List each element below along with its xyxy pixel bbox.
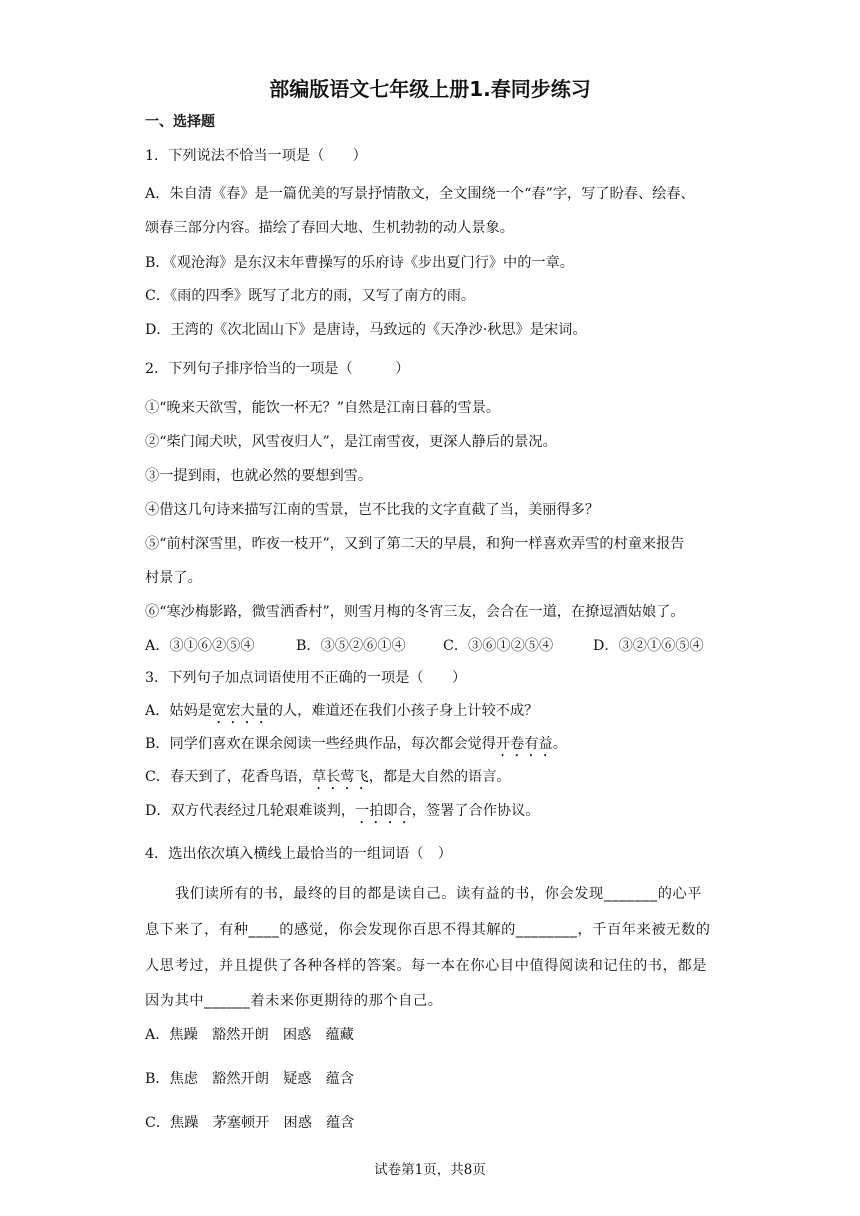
q2-sentence-4: ④借这几句诗来描写江南的雪景，岂不比我的文字直截了当，美丽得多？ xyxy=(145,502,600,518)
q2-sentence-2: ②“柴门闻犬吠，风雪夜归人”，是江南雪夜，更深人静后的景况。 xyxy=(145,434,557,450)
q3-a-prefix: A．姑妈是 xyxy=(145,703,212,719)
q4-option-a: A．焦躁 豁然开朗 困惑 蕴藏 xyxy=(145,1027,354,1043)
page-footer: 试卷第1页，共8页 xyxy=(374,1162,486,1178)
q3-c-prefix: C．春天到了，花香鸟语， xyxy=(145,769,312,785)
q3-d-dotted-word: 一拍即合 xyxy=(355,803,412,819)
q3-c-suffix: ，都是大自然的语言。 xyxy=(368,769,511,785)
q3-b-suffix: 。 xyxy=(552,736,567,752)
q1-option-d: D．王湾的《次北固山下》是唐诗，马致远的《天净沙·秋思》是宋词。 xyxy=(145,322,587,338)
q2-option-d: D．③②①⑥⑤④ xyxy=(593,638,704,654)
q1-option-a-line2: 颂春三部分内容。描绘了春回大地、生机勃勃的动人景象。 xyxy=(145,220,514,236)
q2-stem: 2．下列句子排序恰当的一项是（ ） xyxy=(145,361,410,377)
q3-option-a xyxy=(145,701,538,727)
q4-passage-line3: 人思考过，并且提供了各种各样的答案。每一本在你心目中值得阅读和记住的书，都是 xyxy=(145,958,707,974)
q4-option-c: C．焦躁 茅塞顿开 困惑 蕴含 xyxy=(145,1115,355,1131)
q1-option-b: B．《观沧海》是东汉末年曹操写的乐府诗《步出夏门行》中的一章。 xyxy=(145,255,574,271)
q2-option-a: A．③①⑥②⑤④ xyxy=(145,638,255,654)
q1-option-c: C．《雨的四季》既写了北方的雨，又写了南方的雨。 xyxy=(145,288,476,304)
q3-option-c xyxy=(145,767,511,793)
q3-a-dotted-word: 宽宏大量 xyxy=(212,703,269,719)
q2-sentence-3: ③一提到雨，也就必然的要想到雪。 xyxy=(145,468,373,484)
q4-option-b: B．焦虑 豁然开朗 疑惑 蕴含 xyxy=(145,1071,355,1087)
q2-sentence-1: ①“晚来天欲雪，能饮一杯无？”自然是江南日暮的雪景。 xyxy=(145,400,501,416)
section-heading-choice: 一、选择题 xyxy=(145,114,215,130)
q2-option-c: C．③⑥①②⑤④ xyxy=(443,638,554,654)
q1-option-a-line1: A．朱自清《春》是一篇优美的写景抒情散文，全文围绕一个“春”字，写了盼春、绘春、 xyxy=(145,186,695,202)
q3-stem: 3．下列句子加点词语使用不正确的一项是（ ） xyxy=(145,670,467,686)
q3-a-suffix: 的人，难道还在我们小孩子身上计较不成？ xyxy=(268,703,539,719)
q4-passage-line1: 我们读所有的书，最终的目的都是读自己。读有益的书，你会发现_______的心平 xyxy=(175,886,703,902)
q3-d-prefix: D．双方代表经过几轮艰难谈判， xyxy=(145,803,356,819)
q3-option-d xyxy=(145,801,539,827)
q2-option-b: B．③⑤②⑥①④ xyxy=(296,638,406,654)
q2-sentence-5-line2: 村景了。 xyxy=(145,570,202,586)
q2-sentence-5-line1: ⑤“前村深雪里，昨夜一枝开”，又到了第二天的早晨，和狗一样喜欢弄雪的村童来报告 xyxy=(145,536,685,552)
q3-b-prefix: B．同学们喜欢在课余阅读一些经典作品，每次都会觉得 xyxy=(145,736,496,752)
q1-stem: 1．下列说法不恰当一项是（ ） xyxy=(145,148,367,164)
q3-option-b xyxy=(145,734,567,760)
q2-sentence-6: ⑥“寒沙梅影路，微雪洒香村”，则雪月梅的冬宵三友，会合在一道，在撩逗酒姑娘了。 xyxy=(145,604,685,620)
q4-stem: 4．选出依次填入横线上最恰当的一组词语（ ） xyxy=(145,846,452,862)
page-title: 部编版语文七年级上册1.春同步练习 xyxy=(269,77,591,101)
q3-c-dotted-word: 草长莺飞 xyxy=(311,769,369,785)
q3-b-dotted-word: 开卷有益 xyxy=(495,736,553,752)
q4-passage-line4: 因为其中______着未来你更期待的那个自己。 xyxy=(145,993,443,1009)
q3-d-suffix: ，签署了合作协议。 xyxy=(411,803,540,819)
q2-options-row xyxy=(145,636,745,656)
q4-passage-line2: 息下来了，有种____的感觉，你会发现你百思不得其解的________，千百年来被无数的 xyxy=(145,922,711,938)
